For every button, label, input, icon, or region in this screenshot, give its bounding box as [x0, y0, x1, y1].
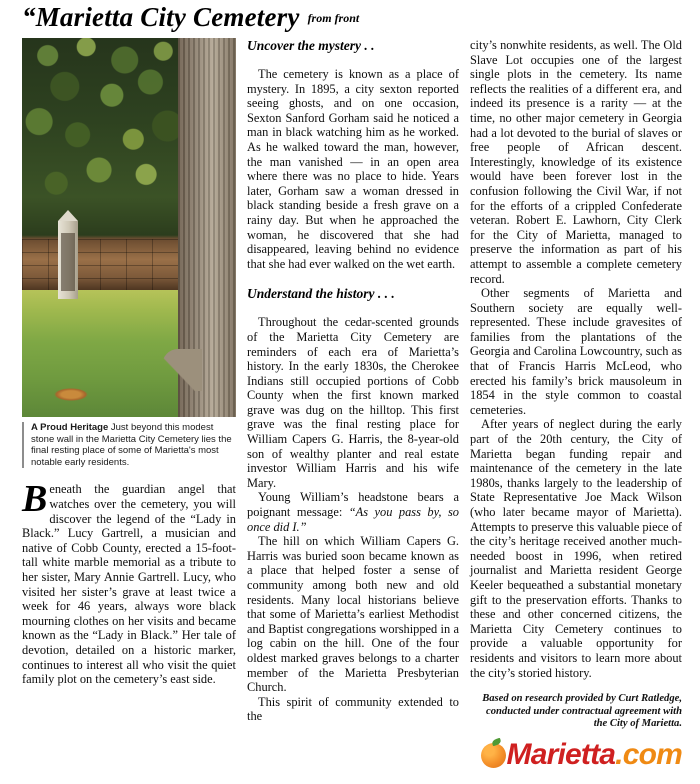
headline-subtext: from front: [307, 11, 360, 25]
column-two-body: [247, 67, 459, 271]
column-two-history-body: [247, 315, 459, 724]
lead-paragraph: [22, 478, 236, 687]
photo-stone-wall: [22, 239, 190, 290]
article-columns: [0, 38, 700, 738]
paragraph-history-grounds: Throughout the cedar-scented grounds of the Marietta City Cemetery are reminders of each era of Marietta’s history. In the early 1830s, the Cherokee Indians still occupied portions of Cobb County when the first known marked grave was dug on the hilltop. This first grave was the final resting place for William Capers G. Harris, the 8-year-old son of wealthy planter and real estate investor William Harris and his wife Mary.: [247, 315, 459, 490]
column-one: [22, 38, 236, 687]
column-two: [247, 38, 459, 724]
caption-body: Just beyond this modest stone wall in the Marietta City Cemetery lies the final resting place of some of Marietta's most notable early residents.: [31, 422, 232, 468]
logo-tld-text: .com: [615, 738, 682, 771]
photo-leaf-pile: [54, 388, 88, 401]
research-credit: Based on research provided by Curt Ratledge, conducted under contractual agreement with the City of Marietta.: [482, 693, 682, 730]
column-three: [470, 38, 682, 731]
drop-cap: B: [22, 478, 48, 521]
logo-name-text: Marietta: [506, 738, 616, 771]
subhead-understand-the-history: Understand the history . . .: [247, 286, 395, 302]
lead-paragraph-text: eneath the guardian angel that watches over the cemetery, you will discover the legend of the “Lady in Black.” Lucy Gartrell, a musician and native of Cobb County, erected a 15-foot-tall white marble memorial as a tribute to her sister, Mary Annie Gartrell. Lucy, who visited her sister’s grave at least twice a week for 46 years, always wore black mourning clothes on her visits and became known as the “Lady in Black.” Her tale of devotion, detailed on a historic marker, continues to interest all who visit the quiet family plot on the cemetery’s east side.: [22, 482, 236, 687]
logo-wordmark: [507, 740, 682, 770]
cemetery-photo: [22, 38, 236, 417]
photo-caption: [22, 422, 236, 468]
page-title: [22, 2, 662, 33]
paragraph-restoration: After years of neglect during the early part of the 20th century, the City of Marietta began funding repair and maintenance of the cemetery in the late 1980s, thanks largely to the leadership of State Representative Joe Mack Wilson (who later became mayor of Marietta). Attempts to preserve this valuable piece of the city’s heritage received another much-needed boost in 1996, when retired journalist and Marietta resident George Keeler bequeathed a substantial monetary gift to the preservation efforts. Thanks to these and other concerned citizens, the Marietta City Cemetery continues to provide a valuable opportunity for residents and visitors to learn more about the city’s storied history.: [470, 417, 682, 680]
paragraph-spirit-bridge: This spirit of community extended to the: [247, 694, 459, 724]
column-one-body: [22, 478, 236, 687]
column-three-body: [470, 38, 682, 680]
paragraph-hill-community: The hill on which William Capers G. Harris was buried soon became known as a place that helped foster a sense of community among both new and old residents. Many local historians believe that some of Marietta’s earliest Methodist and Baptist congregations worshipped in a log cabin on the hill. One of the four oldest marked graves belongs to a charter member of the Marietta Presbyterian Church.: [247, 534, 459, 695]
subhead-uncover-the-mystery: Uncover the mystery . .: [247, 38, 375, 53]
photo-tree-trunk: [178, 38, 236, 417]
marietta-dot-com-logo[interactable]: [481, 738, 682, 772]
orange-fruit-icon: [481, 743, 506, 768]
paragraph-mystery: The cemetery is known as a place of mystery. In 1895, a city sexton reported seeing ghosts, and on one occasion, Sexton Sanford Gorham said he noticed a man in black watching him as he worked. As he walked toward the man, however, the man vanished — in an open area where there was no place to hide. Years later, Gorham saw a woman dressed in black standing beside a fresh grave on a rainy day. But when he approached the woman, he discovered that she had disappeared, leaving behind no evidence that she had ever walked on the wet earth.: [247, 67, 459, 271]
paragraph-headstone-text: Young William’s headstone bears a poignant message:: [247, 490, 459, 520]
paragraph-headstone: [247, 490, 459, 534]
paragraph-old-slave-lot: city’s nonwhite residents, as well. The Old Slave Lot occupies one of the largest single plots in the cemetery. Its name reflects the realities of a different era, and indeed its presence is a rarity — at the time, no other major cemetery in Georgia had a lot devoted to the burial of slaves or free people of African descent. Interestingly, knowledge of its existence would have been forever lost in the confusion following the Civil War, if not for the efforts of a crippled Confederate veteran. Robert E. Lawhorn, City Clerk for the City of Marietta, managed to preserve the information as part of his attempt to assemble a complete cemetery record.: [470, 38, 682, 286]
headline-main-text: “Marietta City Cemetery: [22, 2, 300, 32]
photo-obelisk-monument: [58, 221, 78, 299]
headstone-epitaph-quote: “As you pass by, so once did I.”: [247, 505, 459, 534]
paragraph-other-segments: Other segments of Marietta and Southern society are equally well-represented. These include gravesites of families from the plantations of the Georgia and Carolina Lowcountry, such as that of Francis Harris McLeod, who erected his family’s brick mausoleum in 1854 in the style common to coastal cemeteries.: [470, 286, 682, 417]
caption-lead-in: A Proud Heritage: [31, 422, 109, 433]
